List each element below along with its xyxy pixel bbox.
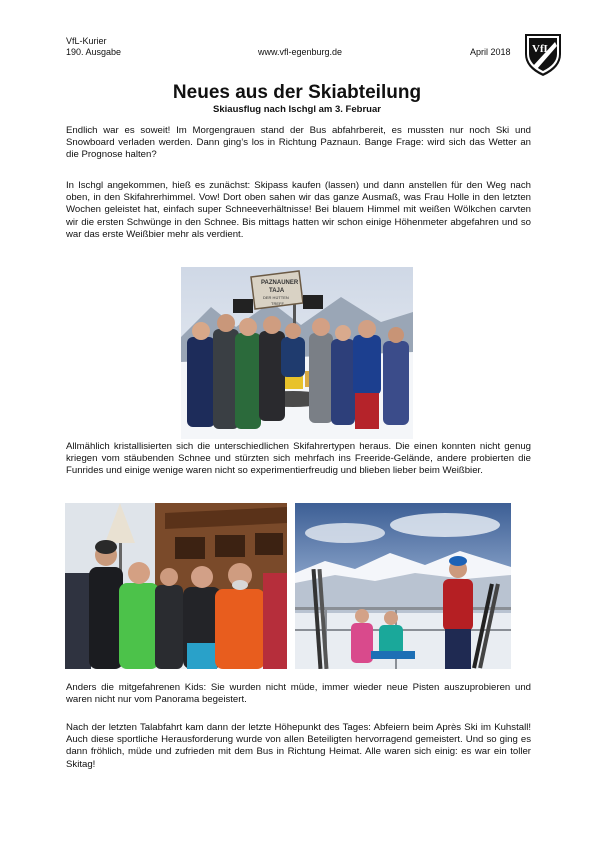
sign-line-3: DER HÜTTEN [263, 295, 289, 300]
issue-number: 190. Ausgabe [66, 47, 122, 57]
paragraph-3: Allmählich kristallisierten sich die unterschiedlichen Skifahrertypen heraus. Die einen konnten nicht genug kriegen vom stäubenden Schnee und stürzten sich mehrfach ins Freeride-Gelände, andere probierten die Funrides und einige wenige waren nicht so experimentierfreudig und blieben lieber beim Weißbier. [66, 441, 531, 477]
svg-text:VfL: VfL [532, 43, 551, 55]
sign-line-1: PAZNAUNER [261, 280, 299, 286]
sign-line-4: TREFF [271, 301, 284, 306]
article-subtitle: Skiausflug nach Ischgl am 3. Februar [213, 104, 381, 115]
paragraph-1: Endlich war es soweit! Im Morgengrauen stand der Bus abfahrbereit, es mussten nur noch Ski und Snowboard verladen werden. Dann ging’s los in Richtung Paznaun. Bange Frage: wird sich das Wetter an die Prognose halten? [66, 125, 531, 161]
photo-group-at-hut-sign [181, 267, 413, 439]
paragraph-5: Nach der letzten Talabfahrt kam dann der letzte Höhepunkt des Tages: Abfeiern beim Après Ski im Kuhstall! Auch diese sportliche Herausforderung wurde von allen Beteiligten hervorragend gemeistert. Und so ging es dann fröhlich, müde und zufrieden mit dem Bus in Richtung Heimat. Alle waren sich einig: es war ein toller Skitag! [66, 722, 531, 770]
club-logo [519, 30, 567, 78]
paragraph-4: Anders die mitgefahrenen Kids: Sie wurden nicht müde, immer wieder neue Pisten auszuprobieren und waren nicht nur vom Panorama begeistert. [66, 682, 531, 706]
issue-date: April 2018 [470, 47, 511, 57]
website-link[interactable]: www.vfl-egenburg.de [258, 47, 343, 57]
club-shield-icon [519, 30, 567, 78]
paragraph-2: In Ischgl angekommen, hieß es zunächst: Skipass kaufen (lassen) und dann anstellen für den Weg nach oben, in den Skifahrerhimmel. Vow! Dort oben sahen wir das ganze Ausmaß, was Frau Holle in den letzten Wochen geleistet hat, einfach super Schneeverhältnisse! Bei blauem Himmel mit weißen Wölkchen carvten wir die ersten Schwünge in den Schnee. Bis mittags hatten wir schon einige Höhenmeter abgefahren und so war das erste Weißbier mehr als verdient. [66, 180, 531, 240]
header-publication-block [66, 36, 121, 58]
article-title: Neues aus der Skiabteilung [172, 82, 422, 103]
sign-line-2: TAJA [269, 288, 285, 294]
photo-group-at-hut [65, 503, 287, 669]
photo-kids-panorama [295, 503, 511, 669]
publication-name: VfL-Kurier [66, 36, 107, 46]
